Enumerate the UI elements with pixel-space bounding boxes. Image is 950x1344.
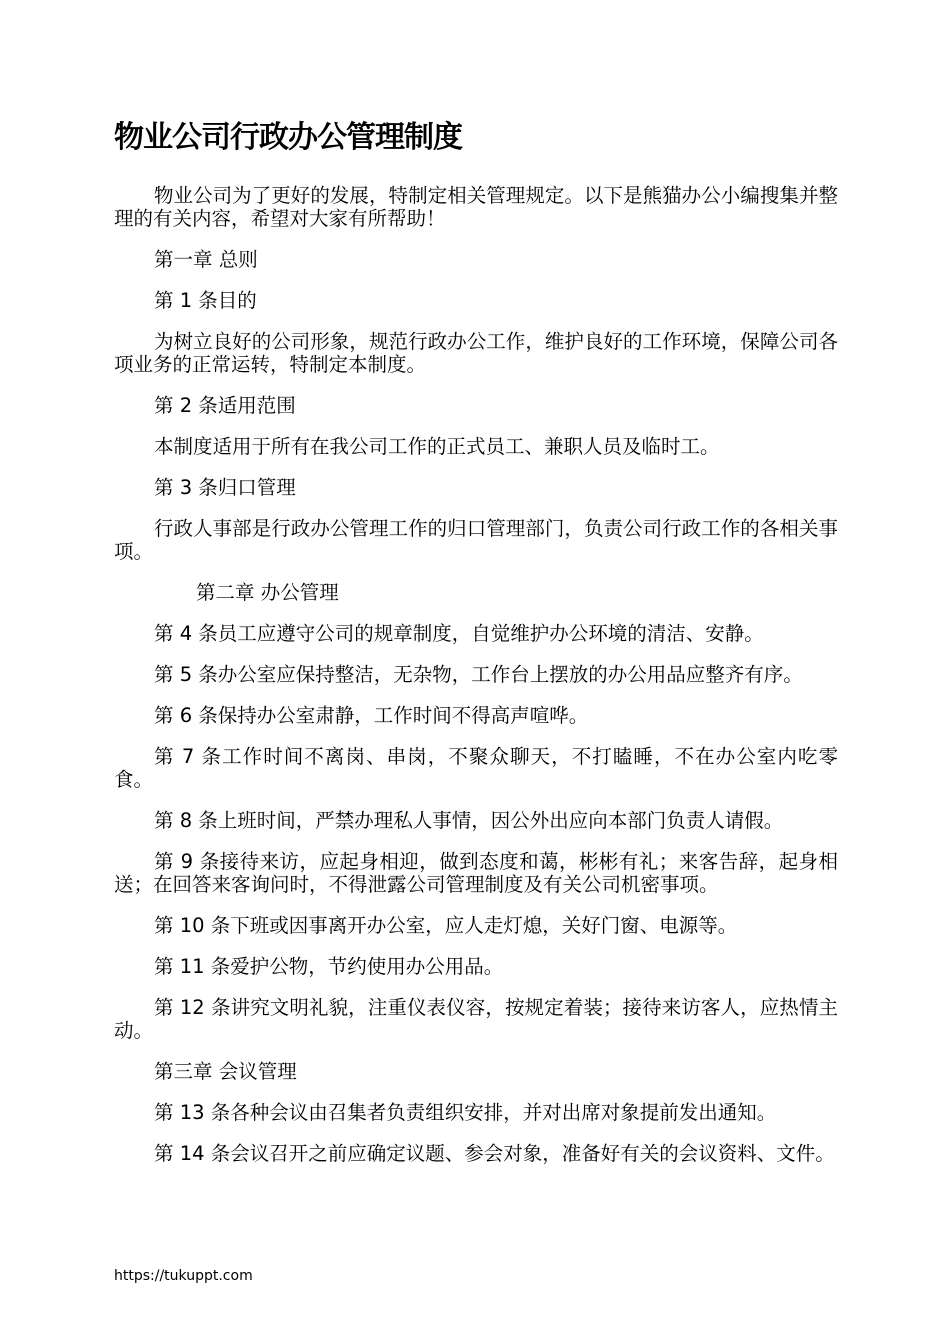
article-heading: 第 3 条归口管理	[154, 476, 296, 499]
document-title: 物业公司行政办公管理制度	[114, 120, 462, 155]
article: 第 4 条员工应遵守公司的规章制度，自觉维护办公环境的清洁、安静。	[154, 622, 764, 645]
article: 第 7 条工作时间不离岗、串岗，不聚众聊天，不打瞌睡，不在办公室内吃零食。	[114, 745, 838, 791]
chapter-heading: 第三章 会议管理	[154, 1060, 297, 1083]
article: 第 14 条会议召开之前应确定议题、参会对象，准备好有关的会议资料、文件。	[154, 1142, 835, 1165]
article: 第 12 条讲究文明礼貌，注重仪表仪容，按规定着装；接待来访客人，应热情主动。	[114, 996, 838, 1042]
article: 第 8 条上班时间，严禁办理私人事情，因公外出应向本部门负责人请假。	[154, 809, 784, 832]
article: 第 5 条办公室应保持整洁，无杂物，工作台上摆放的办公用品应整齐有序。	[154, 663, 803, 686]
article: 第 10 条下班或因事离开办公室，应人走灯熄，关好门窗、电源等。	[154, 914, 738, 937]
paragraph: 为树立良好的公司形象，规范行政办公工作，维护良好的工作环境，保障公司各项业务的正常运转，特制定本制度。	[114, 330, 838, 376]
footer-url: https://tukuppt.com	[114, 1268, 253, 1284]
intro-paragraph: 物业公司为了更好的发展，特制定相关管理规定。以下是熊猫办公小编搜集并整理的有关内容，希望对大家有所帮助！	[114, 184, 838, 230]
article-heading: 第 2 条适用范围	[154, 394, 296, 417]
paragraph: 行政人事部是行政办公管理工作的归口管理部门，负责公司行政工作的各相关事项。	[114, 517, 838, 563]
article: 第 9 条接待来访，应起身相迎，做到态度和蔼，彬彬有礼；来客告辞，起身相送；在回答来客询问时，不得泄露公司管理制度及有关公司机密事项。	[114, 850, 838, 896]
chapter-heading: 第一章 总则	[154, 248, 258, 271]
paragraph: 本制度适用于所有在我公司工作的正式员工、兼职人员及临时工。	[154, 435, 720, 458]
article: 第 11 条爱护公物，节约使用办公用品。	[154, 955, 504, 978]
article: 第 13 条各种会议由召集者负责组织安排，并对出席对象提前发出通知。	[154, 1101, 777, 1124]
article-heading: 第 1 条目的	[154, 289, 257, 312]
article: 第 6 条保持办公室肃静，工作时间不得高声喧哗。	[154, 704, 589, 727]
document-body	[114, 184, 838, 1183]
chapter-heading: 第二章 办公管理	[196, 581, 339, 604]
